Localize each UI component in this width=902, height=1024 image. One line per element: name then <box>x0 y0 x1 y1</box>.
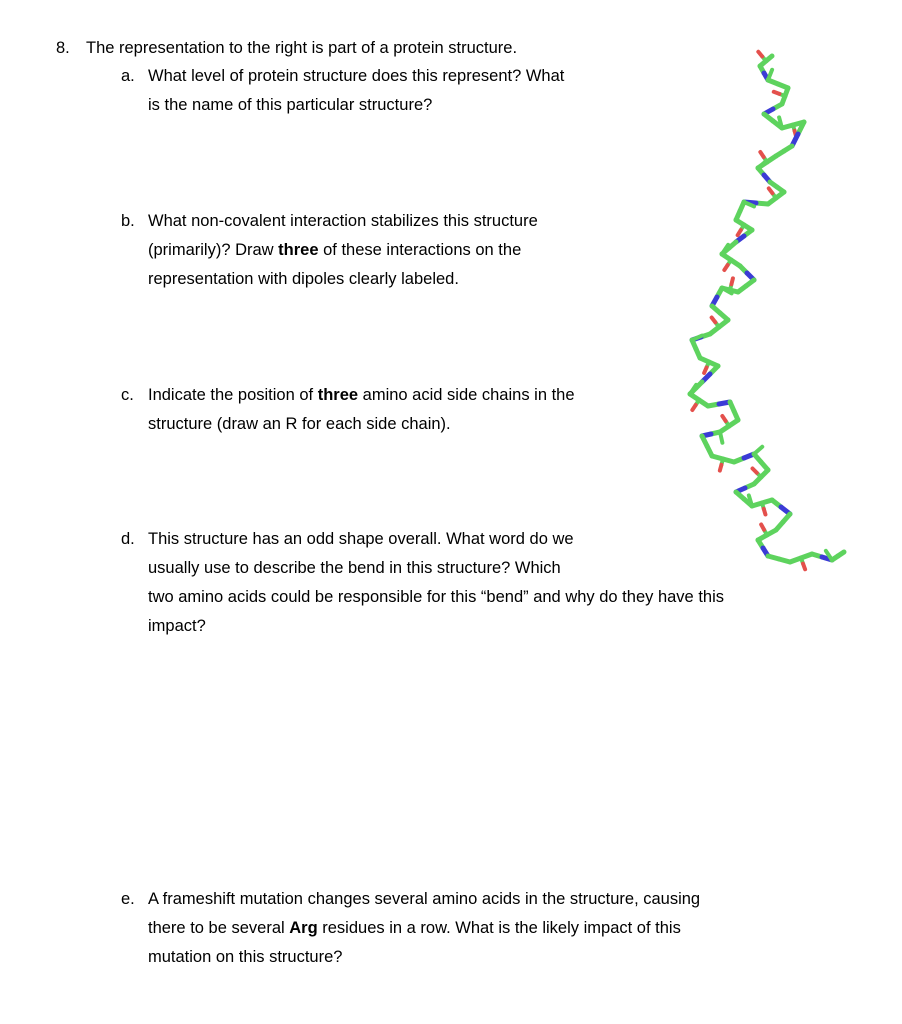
bond-stick <box>692 405 695 410</box>
part-e-line-3: mutation on this structure? <box>148 948 343 966</box>
text-segment: (primarily)? Draw <box>148 241 279 259</box>
bond-stick <box>769 188 773 193</box>
part-b-line-1: What non-covalent interaction stabilizes this structure <box>148 212 538 230</box>
part-d-line-2: usually use to describe the bend in this structure? Which <box>148 559 561 577</box>
protein-structure-illustration <box>672 44 862 574</box>
bond-stick <box>720 465 722 471</box>
part-b-line-3: representation with dipoles clearly labeled. <box>148 270 459 288</box>
question-intro: The representation to the right is part of a protein structure. <box>86 39 518 57</box>
bond-stick <box>712 318 716 323</box>
bond-stick <box>754 447 762 454</box>
bond-stick <box>779 117 782 128</box>
text-segment: residues in a row. What is the likely impact of this <box>317 919 681 937</box>
part-e-line-2 <box>148 914 681 943</box>
part-c-line-1 <box>148 381 575 410</box>
text-segment: there to be several <box>148 919 290 937</box>
bond-stick <box>760 152 763 157</box>
bond-stick <box>753 469 757 473</box>
emphasis: three <box>278 241 319 259</box>
emphasis: Arg <box>289 919 318 937</box>
bond-stick <box>724 265 727 270</box>
bond-stick <box>764 509 766 515</box>
text-segment: of these interactions on the <box>318 241 522 259</box>
part-d-letter: d. <box>121 530 135 548</box>
bond-stick <box>704 367 706 372</box>
bond-stick <box>758 161 766 168</box>
bond-stick <box>768 70 772 80</box>
part-b-line-2 <box>148 236 521 265</box>
text-segment: amino acid side chains in the <box>358 386 575 404</box>
bond-stick <box>720 432 722 443</box>
part-c-line-2: structure (draw an R for each side chain). <box>148 415 451 433</box>
question-number: 8. <box>56 39 70 57</box>
part-a-line-1: What level of protein structure does this represent? What <box>148 67 565 85</box>
part-c-letter: c. <box>121 386 134 404</box>
bond-stick <box>690 385 696 394</box>
part-e-letter: e. <box>121 890 135 908</box>
part-d-line-3: two amino acids could be responsible for this “bend” and why do they have this <box>148 588 724 606</box>
bond-stick <box>722 416 725 421</box>
emphasis: three <box>317 386 359 404</box>
bond-stick <box>758 534 767 540</box>
part-e-line-1: A frameshift mutation changes several amino acids in the structure, causing <box>148 890 701 908</box>
backbone-sticks <box>690 52 844 569</box>
part-d-line-1: This structure has an odd shape overall. What word do we <box>148 530 574 548</box>
bond-stick <box>758 52 762 57</box>
part-b-letter: b. <box>121 212 135 230</box>
bond-stick <box>838 552 844 556</box>
bond-stick <box>774 92 780 94</box>
text-segment: Indicate the position of <box>148 386 318 404</box>
bond-stick <box>738 230 741 235</box>
bond-stick <box>761 525 764 530</box>
part-a-line-2: is the name of this particular structure? <box>148 96 433 114</box>
part-a-letter: a. <box>121 67 135 85</box>
part-d-line-4: impact? <box>148 617 206 635</box>
bond-stick <box>803 564 805 570</box>
bond-stick <box>731 278 732 284</box>
